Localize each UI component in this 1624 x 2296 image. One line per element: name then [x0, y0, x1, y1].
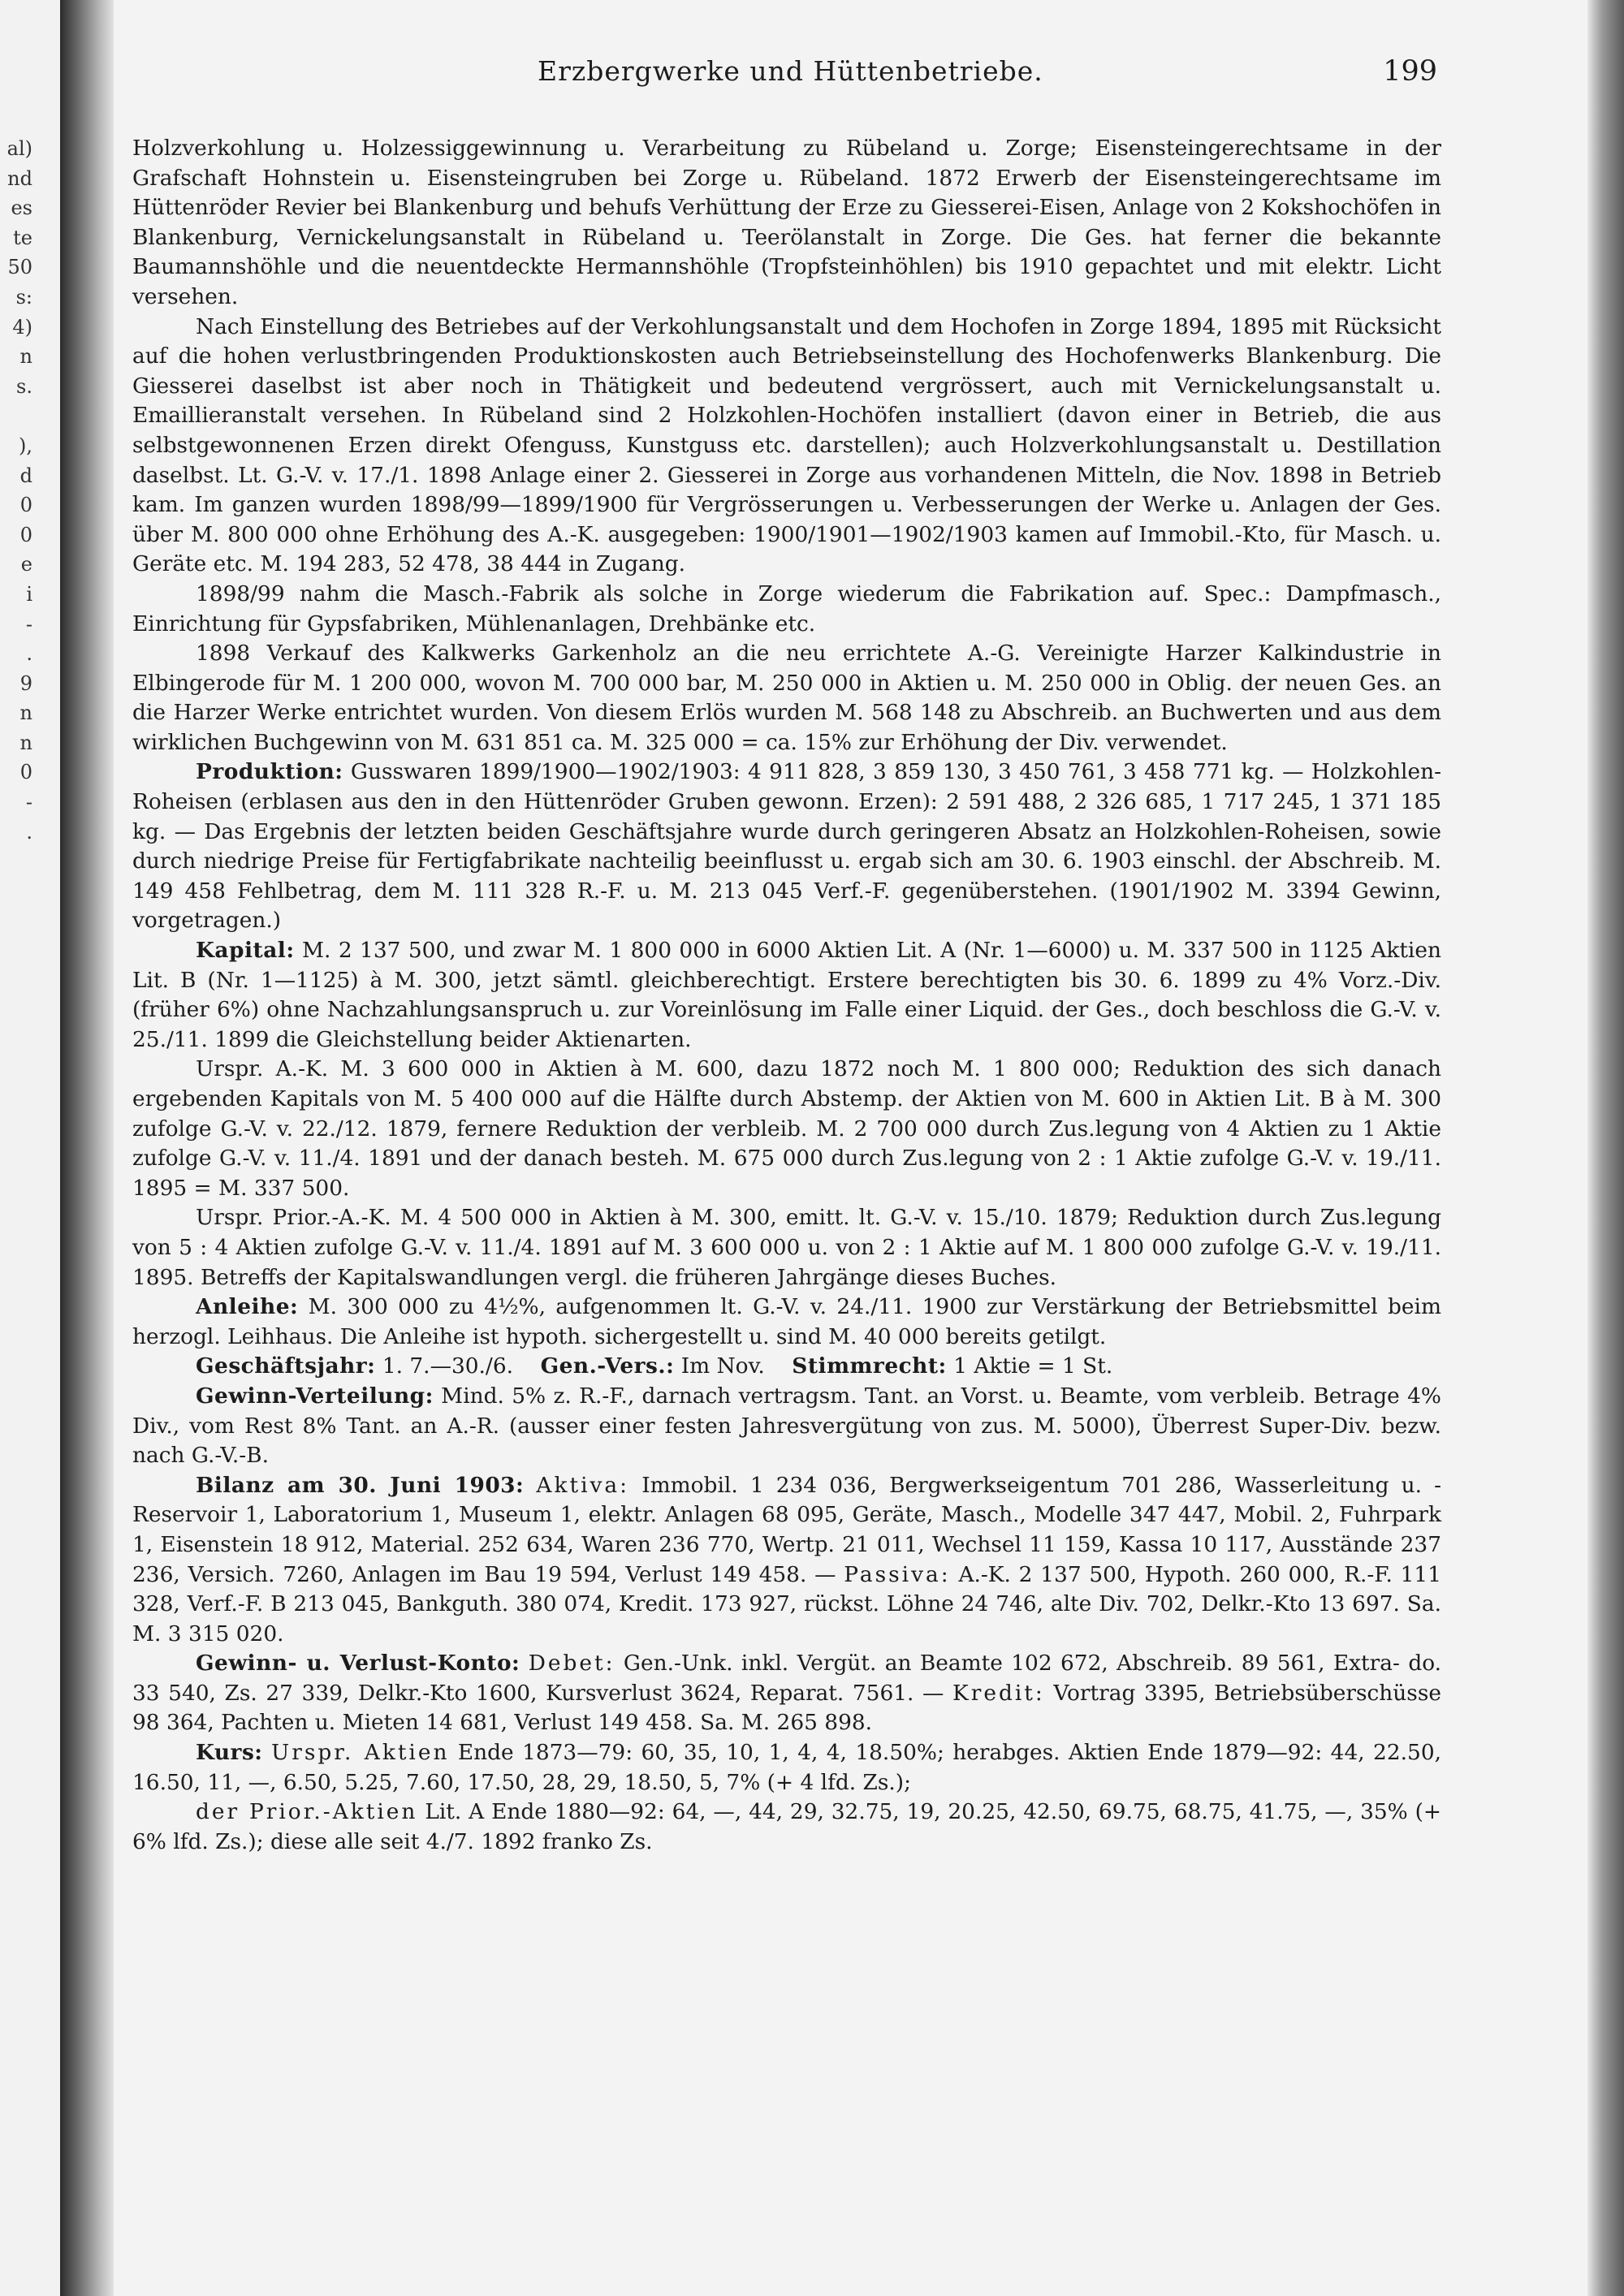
- margin-fragment: n: [19, 701, 32, 725]
- company-history-paragraph: Holzverkohlung u. Holzessiggewinnung u. Verarbeitung zu Rübeland u. Zorge; Eisensteingerechtsame in der Grafschaft Hohnstein u. Eisensteingruben bei Zorge u. Rübeland. 1872 Erwerb der Eisensteingerechtsame im Hüttenröder Revier bei Blankenburg und behufs Verhüttung der Erze zu Giesserei-Eisen, Anlage von 2 Kokshochöfen in Blankenburg, Vernickelungsanstalt in Rübeland u. Teerölanstalt in Zorge. Die Ges. hat ferner die bekannte Baumannshöhle und die neuentdeckte Hermannshöhle (Tropfsteinhöhlen) bis 1910 gepachtet und mit elektr. Licht versehen.: [132, 136, 1441, 309]
- loan-section: Anleihe: M. 300 000 zu 4½%, aufgenommen lt. G.-V. v. 24./11. 1900 zur Verstärkung der Betriebsmittel beim herzogl. Leihhaus. Die Anleihe ist hypoth. sichergestellt u. sind M. 40 000 bereits getilgt.: [132, 1294, 1442, 1349]
- liabilities-label: Passiva:: [844, 1561, 951, 1587]
- share-price-section: Kurs: Urspr. Aktien Ende 1873—79: 60, 35, 10, 1, 4, 4, 18.50%; herabges. Aktien Ende 1879—92: 44, 22.50, 16.50, 11, —, 6.50, 5.25, 7.60, 17.50, 28, 29, 18.50, 5, 7% (+ 4 lfd. Zs.);: [132, 1740, 1441, 1795]
- margin-fragment: i: [26, 582, 32, 606]
- general-meeting-label: Gen.-Vers.:: [540, 1353, 675, 1379]
- margin-fragment: 0: [19, 494, 32, 517]
- margin-fragment: s.: [16, 374, 32, 398]
- page-header: [438, 55, 1445, 93]
- priority-share-price-line: der Prior.-Aktien Lit. A Ende 1880—92: 64, —, 44, 29, 32.75, 19, 20.25, 42.50, 69.75, 68.75, 41.75, —, 35% (+ 6% lfd. Zs.); diese alle seit 4./7. 1892 franko Zs.: [132, 1799, 1442, 1854]
- debit-label: Debet:: [528, 1651, 615, 1677]
- margin-fragment: n: [19, 345, 32, 369]
- margin-fragment: [0, 847, 32, 877]
- margin-fragment: s:: [15, 285, 32, 309]
- margin-fragment: al): [6, 137, 32, 160]
- lime-works-sale-paragraph: 1898 Verkauf des Kalkwerks Garkenholz an die neu errichtete A.-G. Vereinigte Harzer Kalkindustrie in Elbingerode für M. 1 200 000, wovon M. 700 000 bar, M. 250 000 in Aktien u. M. 250 000 in Oblig. der neuen Ges. an die Harzer Werke entrichtet wurden. Von diesem Erlös wurden M. 568 148 zu Abschreib. an Buchwerten und aus dem wirklichen Buchgewinn von M. 631 851 ca. M. 325 000 = ca. 15% zur Erhöhung der Div. verwendet.: [132, 641, 1441, 755]
- margin-fragment: d: [19, 464, 32, 487]
- previous-page-line-fragments: [0, 134, 32, 877]
- operations-paragraph: Nach Einstellung des Betriebes auf der Verkohlungsanstalt und dem Hochofen in Zorge 1894, 1895 mit Rücksicht auf die hohen verlustbringenden Produktionskosten auch Betriebseinstellung des Hochofenwerks Blankenburg. Die Giesserei daselbst ist aber noch in Thätigkeit und bedeutend vergrössert, auch mit Vernickelungsanstalt u. Emaillieranstalt versehen. In Rübeland sind 2 Holzkohlen-Hochöfen installiert (davon einer in Betrieb, die aus selbstgewonnenen Erzen direkt Ofenguss, Kunstguss etc. darstellen); auch Holzverkohlungsanstalt u. Destillation daselbst. Lt. G.-V. v. 17./1. 1898 Anlage einer 2. Giesserei in Zorge aus vorhandenen Mitteln, die Nov. 1898 in Betrieb kam. Im ganzen wurden 1898/99—1899/1900 für Vergrösserungen u. Verbesserungen der Werke u. Anlagen der Ges. über M. 800 000 ohne Erhöhung des A.-K. ausgegeben: 1900/1901—1902/1903 kamen auf Immobil.-Kto, für Masch. u. Geräte etc. M. 194 283, 52 478, 38 444 in Zugang.: [132, 313, 1441, 577]
- running-title: Erzbergwerke und Hüttenbetriebe.: [538, 55, 1043, 87]
- profit-distribution-label: Gewinn-Verteilung:: [196, 1383, 434, 1409]
- margin-fragment: 0: [19, 761, 32, 784]
- production-label: Produktion:: [196, 759, 343, 785]
- balance-sheet-section: Bilanz am 30. Juni 1903: Aktiva: Immobil. 1 234 036, Bergwerkseigentum 701 286, Wasserleitung u. -Reservoir 1, Laboratorium 1, Museum 1, elektr. Anlagen 68 095, Geräte, Masch., Modelle 347 447, Mobil. 2, Fuhrpark 1, Eisenstein 18 912, Material. 252 634, Waren 236 770, Wertp. 21 011, Wechsel 11 159, Kassa 10 117, Ausstände 237 236, Versich. 7260, Anlagen im Bau 19 594, Verlust 149 458. — Passiva: A.-K. 2 137 500, Hypoth. 260 000, R.-F. 111 328, Verf.-F. B 213 045, Bankguth. 380 074, Kredit. 173 927, rückst. Löhne 24 746, alte Div. 702, Delkr.-Kto 13 697. Sa. M. 3 315 020.: [132, 1472, 1442, 1646]
- margin-fragment: nd: [7, 166, 32, 190]
- margin-fragment: -: [25, 791, 32, 814]
- profit-loss-section: Gewinn- u. Verlust-Konto: Debet: Gen.-Unk. inkl. Vergüt. an Beamte 102 672, Abschreib. 89 561, Extra- do. 33 540, Zs. 27 339, Delkr.-Kto 1600, Kursverlust 3624, Reparat. 7561. — Kredit: Vortrag 3395, Betriebsüberschüsse 98 364, Pachten u. Mieten 14 681, Verlust 149 458. Sa. M. 265 898.: [132, 1651, 1442, 1736]
- margin-fragment: n: [19, 731, 32, 754]
- margin-fragment: -: [25, 612, 32, 636]
- margin-fragment: [0, 401, 32, 431]
- page-number: 199: [1383, 55, 1437, 88]
- share-price-label: Kurs:: [196, 1740, 263, 1766]
- original-capital-paragraph: Urspr. A.-K. M. 3 600 000 in Aktien à M. 600, dazu 1872 noch M. 1 800 000; Reduktion des sich danach ergebenden Kapitals von M. 5 400 000 auf die Hälfte durch Abstemp. der Aktien von M. 600 in Aktien Lit. B à M. 300 zufolge G.-V. v. 22./12. 1879, fernere Reduktion der verbleib. M. 2 700 000 durch Zus.legung von 4 Aktien zu 1 Aktie zufolge G.-V. v. 11./4. 1891 und der danach besteh. M. 675 000 durch Zus.legung von 2 : 1 Aktie zufolge G.-V. v. 19./11. 1895 = M. 337 500.: [132, 1056, 1441, 1201]
- priority-capital-paragraph: Urspr. Prior.-A.-K. M. 4 500 000 in Aktien à M. 300, emitt. lt. G.-V. v. 15./10. 1879; Reduktion durch Zus.legung von 5 : 4 Aktien zufolge G.-V. v. 11./4. 1891 auf M. 3 600 000 u. von 2 : 1 Aktie auf M. 1 800 000 zufolge G.-V. v. 19./11. 1895. Betreffs der Kapitalswandlungen vergl. die früheren Jahrgänge dieses Buches.: [132, 1205, 1441, 1290]
- assets-label: Aktiva:: [536, 1472, 630, 1498]
- profit-distribution-section: Gewinn-Verteilung: Mind. 5% z. R.-F., darnach vertragsm. Tant. an Vorst. u. Beamte, vom verbleib. Betrage 4% Div., vom Rest 8% Tant. an A.-R. (ausser einer festen Jahresvergütung von zus. M. 5000), Überrest Super-Div. bezw. nach G.-V.-B.: [132, 1383, 1442, 1469]
- margin-fragment: 0: [19, 523, 32, 546]
- production-section: Produktion: Gusswaren 1899/1900—1902/1903: 4 911 828, 3 859 130, 3 450 761, 3 458 771 kg. — Holzkohlen-Roheisen (erblasen aus den in den Hüttenröder Gruben gewonn. Erzen): 2 591 488, 2 326 685, 1 717 245, 1 371 185 kg. — Das Ergebnis der letzten beiden Geschäftsjahre wurde durch geringeren Absatz an Holzkohlen-Roheisen, sowie durch niedrige Preise für Fertigfabrikate nachteilig beeinflusst u. ergab sich am 30. 6. 1903 einschl. der Abschreib. M. 149 458 Fehlbetrag, dem M. 111 328 R.-F. u. M. 213 045 Verf.-F. gegenüberstehen. (1901/1902 M. 3394 Gewinn, vorgetragen.): [132, 759, 1442, 934]
- credit-label: Kredit:: [952, 1680, 1045, 1706]
- margin-fragment: e: [20, 553, 32, 576]
- page-body: [132, 134, 1441, 1857]
- original-shares-label: Urspr. Aktien: [270, 1740, 450, 1766]
- fiscal-year-label: Geschäftsjahr:: [196, 1353, 376, 1379]
- margin-fragment: .: [26, 642, 32, 666]
- voting-right-label: Stimmrecht:: [792, 1353, 947, 1379]
- margin-fragment: 9: [19, 671, 32, 695]
- margin-fragment: ),: [19, 434, 32, 457]
- margin-fragment: es: [11, 196, 32, 220]
- book-binding-shadow: [60, 0, 114, 2296]
- margin-fragment: te: [13, 226, 32, 249]
- margin-fragment: 4): [12, 315, 32, 339]
- priority-shares-label: der Prior.-Aktien: [196, 1799, 418, 1825]
- capital-label: Kapital:: [196, 938, 295, 964]
- machine-factory-paragraph: 1898/99 nahm die Masch.-Fabrik als solche in Zorge wiederum die Fabrikation auf. Spec.: Dampfmasch., Einrichtung für Gypsfabriken, Mühlenanlagen, Drehbänke etc.: [132, 580, 1441, 637]
- capital-section: Kapital: M. 2 137 500, und zwar M. 1 800 000 in 6000 Aktien Lit. A (Nr. 1—6000) u. M. 337 500 in 1125 Aktien Lit. B (Nr. 1—1125) à M. 300, jetzt sämtl. gleichberechtigt. Erstere berechtigten bis 30. 6. 1899 zu 4% Vorz.-Div. (früher 6%) ohne Nachzahlungsanspruch u. zur Voreinlösung im Falle einer Liquid. der Ges., doch beschloss die G.-V. v. 25./11. 1899 die Gleichstellung beider Aktienarten.: [132, 938, 1441, 1052]
- profit-loss-label: Gewinn- u. Verlust-Konto:: [196, 1651, 520, 1677]
- loan-label: Anleihe:: [196, 1294, 299, 1320]
- balance-sheet-label: Bilanz am 30. Juni 1903:: [196, 1472, 525, 1498]
- previous-page-edge: [0, 0, 63, 2296]
- page-right-edge: [1587, 0, 1624, 2296]
- margin-fragment: 50: [7, 256, 32, 279]
- fiscal-year-line: Geschäftsjahr: 1. 7.—30./6. Gen.-Vers.: Im Nov. Stimmrecht: 1 Aktie = 1 St.: [196, 1353, 1113, 1379]
- margin-fragment: .: [26, 820, 32, 844]
